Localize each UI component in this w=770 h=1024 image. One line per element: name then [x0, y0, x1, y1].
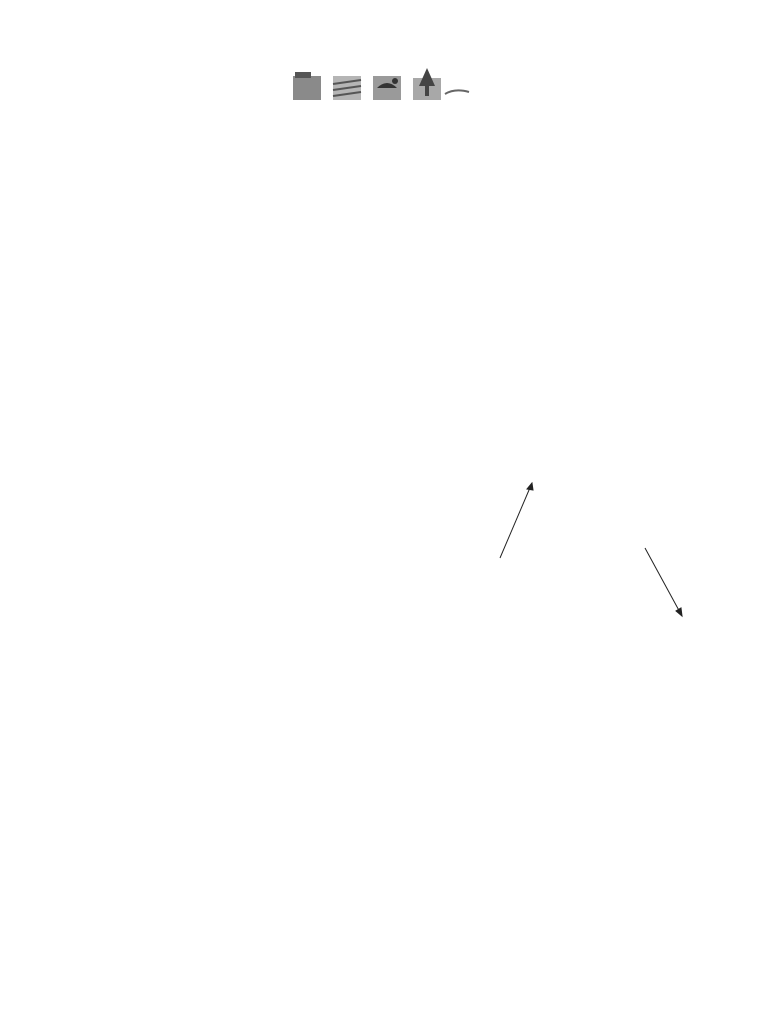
match-row	[112, 447, 119, 462]
question-2	[68, 242, 72, 257]
question-3	[68, 298, 72, 313]
match-row	[112, 428, 119, 443]
question-1	[68, 204, 72, 219]
match-row	[112, 466, 119, 481]
question-9	[68, 826, 72, 841]
question-6	[68, 580, 72, 595]
question-4	[68, 355, 72, 370]
match-row	[112, 409, 119, 424]
question-7	[68, 693, 72, 708]
question-8	[68, 769, 72, 784]
logo-graphic	[285, 66, 485, 106]
match-row	[112, 390, 119, 405]
soil-texture-triangle	[420, 448, 720, 698]
question-5	[68, 504, 72, 519]
axis-arrows	[500, 483, 682, 680]
question-10	[68, 885, 72, 900]
